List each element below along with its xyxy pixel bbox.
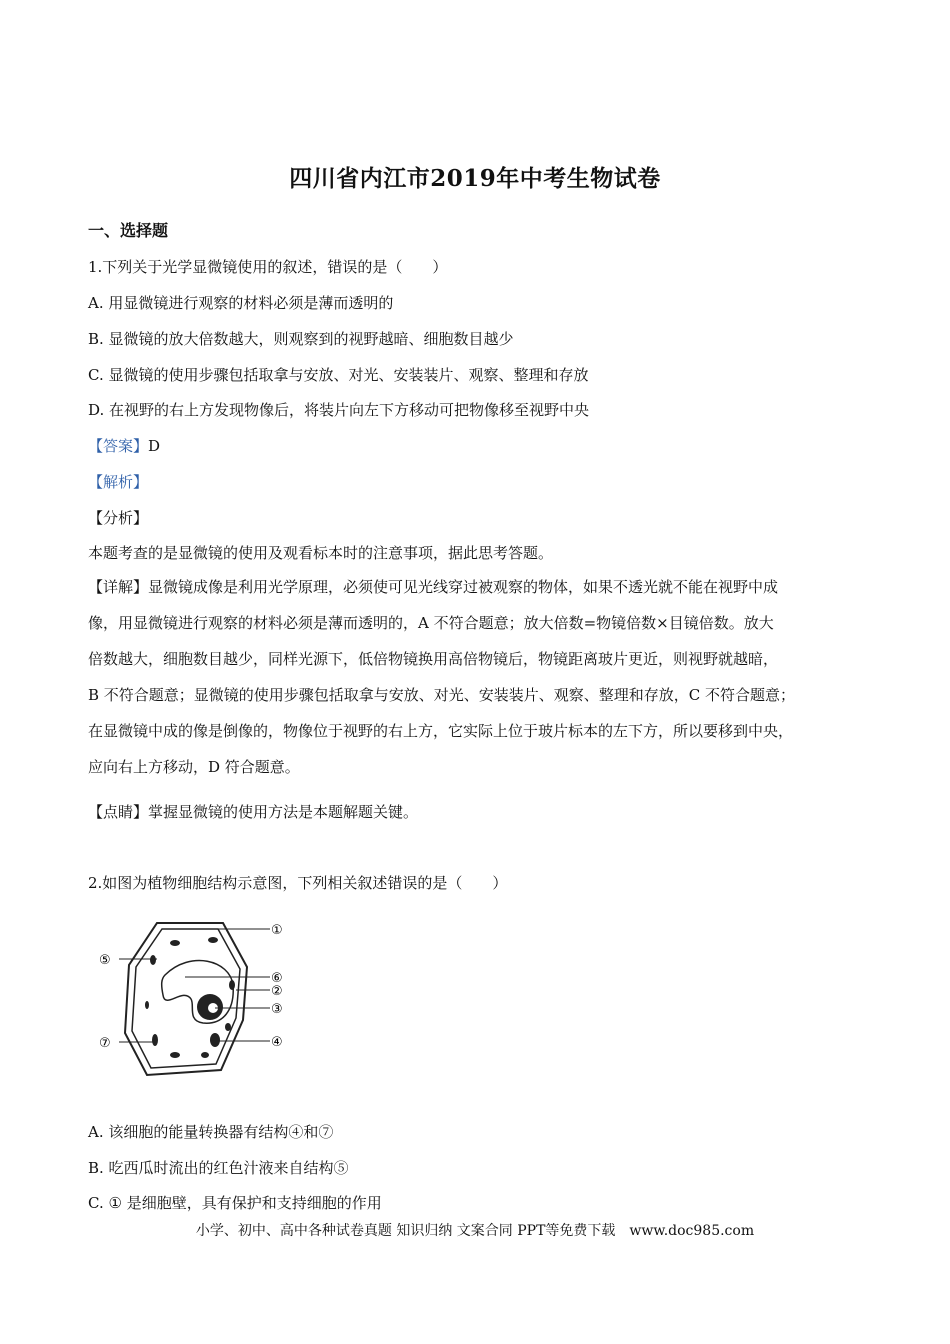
plant-cell-svg	[95, 915, 295, 1080]
question-2-stem: 2.如图为植物细胞结构示意图，下列相关叙述错误的是（ ）	[88, 874, 508, 892]
plant-cell-diagram	[95, 915, 295, 1080]
detail-paragraph	[88, 569, 878, 785]
question-2-option-a: A. 该细胞的能量转换器有结构④和⑦	[88, 1123, 334, 1141]
figure-label: ⑥	[271, 971, 283, 986]
chloroplast	[170, 940, 180, 946]
question-1-stem: 1.下列关于光学显微镜使用的叙述，错误的是（ ）	[88, 258, 448, 276]
answer-value: D	[148, 437, 161, 455]
question-1-option-d: D. 在视野的右上方发现物像后，将装片向左下方移动可把物像移至视野中央	[88, 401, 590, 419]
detail-line: 在显微镜中成的像是倒像的，物像位于视野的右上方，它实际上位于玻片标本的左下方，所以要移到中央，	[88, 722, 794, 740]
chloroplast	[170, 1052, 180, 1058]
chloroplast	[229, 980, 235, 990]
detail-line: B 不符合题意；显微镜的使用步骤包括取拿与安放、对光、安装装片、观察、整理和存放，C 不符合题意；	[88, 686, 796, 704]
section-heading: 一、选择题	[88, 221, 169, 240]
detail-line: 倍数越大，细胞数目越少，同样光源下，低倍物镜换用高倍物镜后，物镜距离玻片更近，则视野就越暗，	[88, 650, 779, 668]
detail-line: 应向右上方移动，D 符合题意。	[88, 758, 300, 776]
chloroplast	[145, 1001, 149, 1009]
fenxi-tag: 【分析】	[88, 509, 149, 527]
chloroplast	[225, 1023, 231, 1031]
figure-label: ⑤	[99, 953, 111, 968]
question-1-option-b: B. 显微镜的放大倍数越大，则观察到的视野越暗、细胞数目越少	[88, 330, 514, 348]
cell-membrane	[132, 929, 240, 1068]
question-1-option-a: A. 用显微镜进行观察的材料必须是薄而透明的	[88, 294, 394, 312]
answer-line	[88, 435, 160, 456]
chloroplast	[150, 955, 156, 965]
figure-label: ①	[271, 923, 283, 938]
chloroplast	[152, 1034, 158, 1046]
vacuole	[162, 961, 234, 1024]
question-2-option-c: C. ① 是细胞壁，具有保护和支持细胞的作用	[88, 1194, 382, 1212]
dianjing-line: 【点睛】掌握显微镜的使用方法是本题解题关键。	[88, 803, 419, 821]
chloroplast	[201, 1052, 209, 1058]
analysis-intro: 本题考查的是显微镜的使用及观看标本时的注意事项，据此思考答题。	[88, 544, 554, 562]
question-1-option-c: C. 显微镜的使用步骤包括取拿与安放、对光、安装装片、观察、整理和存放	[88, 366, 589, 384]
detail-line: 像，用显微镜进行观察的材料必须是薄而透明的，A 不符合题意；放大倍数=物镜倍数×目镜倍数。放大	[88, 614, 774, 632]
page-title: 四川省内江市2019年中考生物试卷	[289, 165, 661, 192]
figure-label: ④	[271, 1035, 283, 1050]
question-2-option-b: B. 吃西瓜时流出的红色汁液来自结构⑤	[88, 1159, 349, 1177]
figure-label: ②	[271, 984, 283, 999]
page-footer: 小学、初中、高中各种试卷真题 知识归纳 文案合同 PPT等免费下载 www.doc985.com	[195, 1223, 755, 1239]
detail-line: 【详解】显微镜成像是利用光学原理，必须使可见光线穿过被观察的物体，如果不透光就不能在视野中成	[88, 578, 779, 596]
answer-tag: 【答案】	[88, 437, 149, 455]
figure-label: ③	[271, 1002, 283, 1017]
chloroplast	[208, 937, 218, 943]
figure-label: ⑦	[99, 1036, 111, 1051]
chloroplast	[210, 1033, 220, 1047]
analysis-tag: 【解析】	[88, 473, 149, 491]
